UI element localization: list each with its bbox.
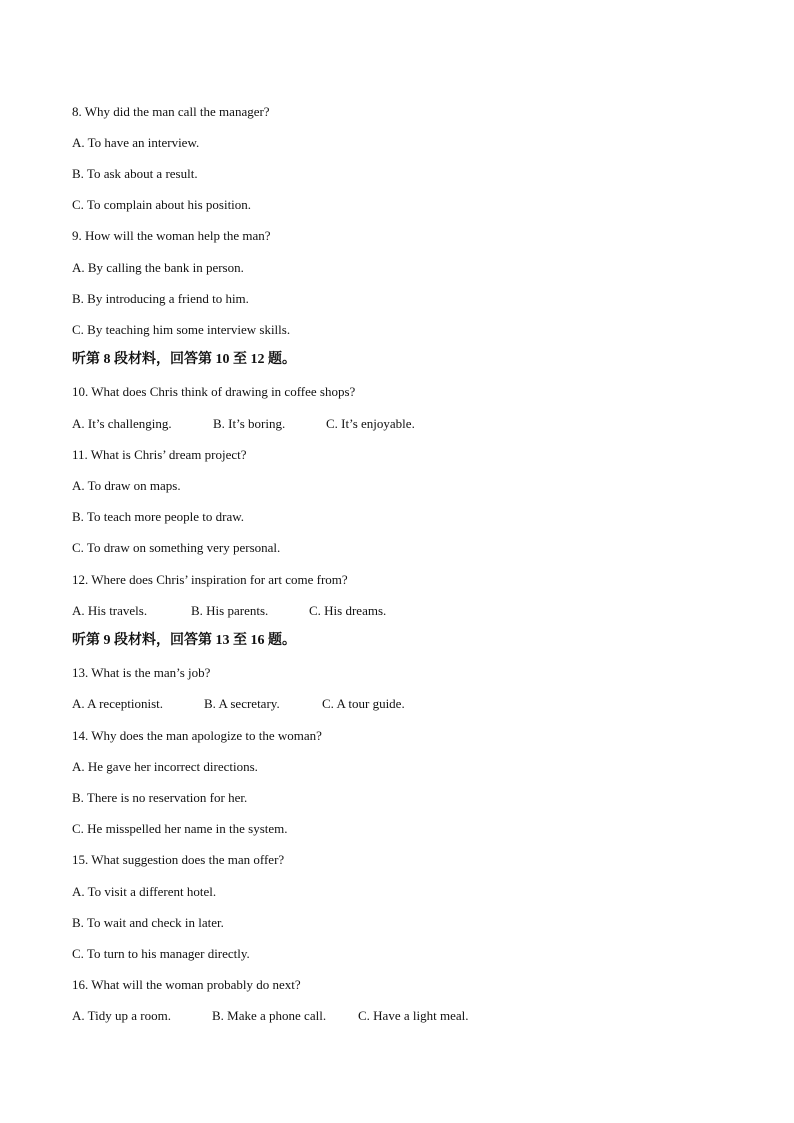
question-13: 13. What is the man’s job? bbox=[72, 665, 211, 680]
q14-option-b: B. There is no reservation for her. bbox=[72, 790, 248, 805]
q10-option-a: A. It’s challenging. bbox=[72, 416, 172, 431]
q15-option-a: A. To visit a different hotel. bbox=[72, 884, 217, 899]
question-11: 11. What is Chris’ dream project? bbox=[72, 447, 247, 462]
q10-option-b: B. It’s boring. bbox=[213, 416, 286, 431]
q14-option-a: A. He gave her incorrect directions. bbox=[72, 759, 258, 774]
q11-option-b: B. To teach more people to draw. bbox=[72, 509, 245, 524]
question-12: 12. Where does Chris’ inspiration for art come from? bbox=[72, 572, 348, 587]
q16-option-a: A. Tidy up a room. bbox=[72, 1008, 171, 1023]
q9-option-c: C. By teaching him some interview skills. bbox=[72, 322, 291, 337]
q9-option-a: A. By calling the bank in person. bbox=[72, 260, 244, 275]
q8-option-a: A. To have an interview. bbox=[72, 135, 200, 150]
q12-option-b: B. His parents. bbox=[191, 603, 269, 618]
question-8: 8. Why did the man call the manager? bbox=[72, 104, 270, 119]
question-14: 14. Why does the man apologize to the woman? bbox=[72, 728, 322, 743]
q10-option-c: C. It’s enjoyable. bbox=[326, 416, 415, 431]
q11-option-a: A. To draw on maps. bbox=[72, 478, 181, 493]
q13-option-c: C. A tour guide. bbox=[322, 696, 405, 711]
section-heading-9: 听第 9 段材料，回答第 13 至 16 题。 bbox=[72, 633, 296, 648]
q14-option-c: C. He misspelled her name in the system. bbox=[72, 821, 288, 836]
q15-option-b: B. To wait and check in later. bbox=[72, 915, 224, 930]
q11-option-c: C. To draw on something very personal. bbox=[72, 540, 281, 555]
q12-option-c: C. His dreams. bbox=[309, 603, 387, 618]
q13-option-a: A. A receptionist. bbox=[72, 696, 163, 711]
q16-option-c: C. Have a light meal. bbox=[358, 1008, 469, 1023]
question-9: 9. How will the woman help the man? bbox=[72, 228, 271, 243]
q16-option-b: B. Make a phone call. bbox=[212, 1008, 327, 1023]
q8-option-b: B. To ask about a result. bbox=[72, 166, 198, 181]
question-10: 10. What does Chris think of drawing in coffee shops? bbox=[72, 384, 356, 399]
question-16: 16. What will the woman probably do next? bbox=[72, 977, 301, 992]
q12-option-a: A. His travels. bbox=[72, 603, 148, 618]
q15-option-c: C. To turn to his manager directly. bbox=[72, 946, 250, 961]
q9-option-b: B. By introducing a friend to him. bbox=[72, 291, 249, 306]
question-15: 15. What suggestion does the man offer? bbox=[72, 852, 285, 867]
q8-option-c: C. To complain about his position. bbox=[72, 197, 252, 212]
section-heading-8: 听第 8 段材料，回答第 10 至 12 题。 bbox=[72, 352, 296, 367]
q13-option-b: B. A secretary. bbox=[204, 696, 280, 711]
